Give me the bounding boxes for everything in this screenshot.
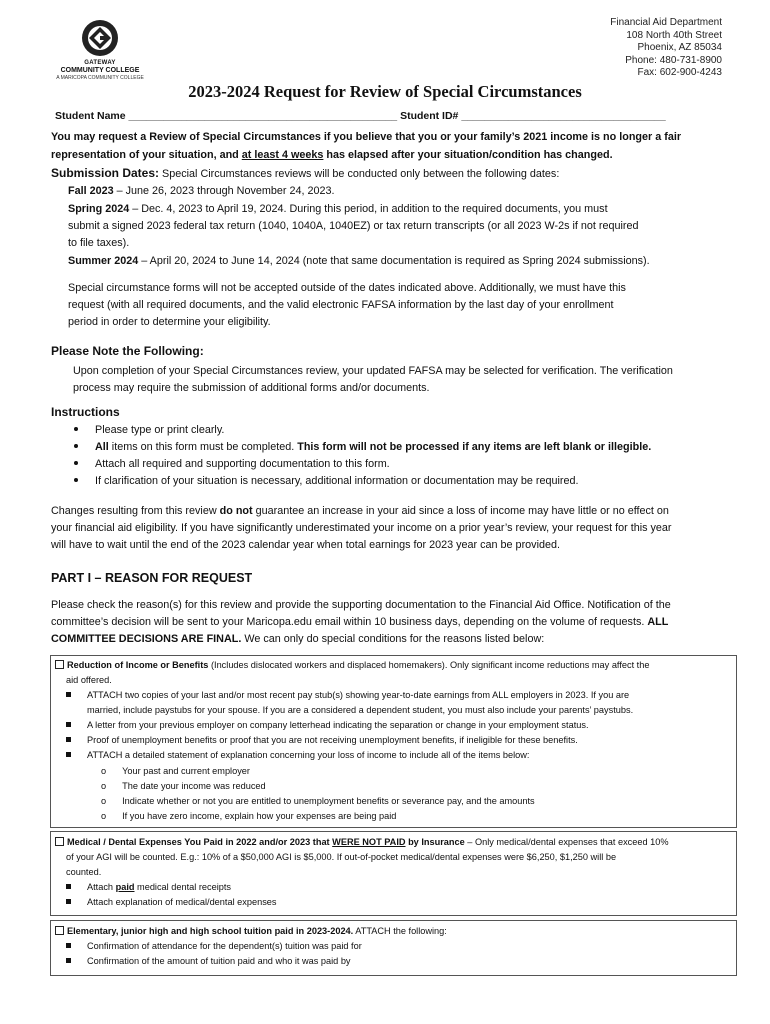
student-id-field[interactable]: ___________________________________ [461,110,666,122]
part1-line-2 [51,614,668,631]
instructions-heading: Instructions [51,405,120,419]
medical-b1a: Attach [87,882,116,892]
logo-line-2: COMMUNITY COLLEGE [60,67,140,74]
contact-street: 108 North 40th Street [626,29,722,41]
sub-bullet-icon: o [101,781,107,791]
please-note-line-1: Upon completion of your Special Circumstances review, your updated FAFSA may be selected for verification. The verification [73,365,673,377]
sub-bullet-icon: o [101,766,107,776]
part1-line-1: Please check the reason(s) for this review and provide the supporting documentation to the Financial Aid Office. Notification of the [51,599,671,611]
student-name-field[interactable]: ______________________________________________ [128,110,398,122]
tuition-bullet-2 [66,954,351,969]
changes-do-not: do not [219,505,253,517]
sub-bullet-icon: o [101,811,107,821]
part1-final: COMMITTEE DECISIONS ARE FINAL. [51,633,242,645]
contact-city: Phoenix, AZ 85034 [637,42,722,53]
summer-text: – April 20, 2024 to June 14, 2024 (note that same documentation is required as Spring 2024 submissions). [138,255,650,267]
intro-emphasis: at least 4 weeks [241,149,324,161]
contact-dept: Financial Aid Department [610,17,722,28]
reduction-b2: A letter from your previous employer on company letterhead indicating the separation or change in your employment status. [87,720,589,730]
medical-bullet-1 [66,880,231,895]
reduction-b1a: ATTACH two copies of your last and/or most recent pay stub(s) showing year-to-date earnings from ALL employers in 2023. If you are [87,690,630,700]
medical-line-3: counted. [66,867,102,877]
note-line-2: request (with all required documents, and the valid electronic FAFSA information by the last day of your enrollment [68,299,614,311]
bullet-icon [66,737,71,742]
medical-b2: Attach explanation of medical/dental expenses [87,897,277,907]
reduction-bullet-1 [66,688,629,703]
tuition-title-row [55,924,447,939]
reduction-bullet-2 [66,718,589,733]
reduction-bullet-4 [66,748,529,763]
summer-2024 [68,253,650,270]
reduction-line-2: aid offered. [66,675,112,685]
student-id-label: Student ID# [400,110,459,122]
bullet-icon [74,478,78,482]
reduction-sub-3 [101,794,535,809]
instruction-item-4 [74,473,579,490]
spring-label: Spring 2024 [68,203,130,215]
changes-text-c: guarantee an increase in your aid since a loss of income may have little or no effect on [252,505,669,517]
college-logo [50,18,150,81]
bullet-icon [74,461,78,465]
reduction-o3: Indicate whether or not you are entitled to unemployment benefits or severance pay, and the amounts [122,796,535,806]
please-note-line-2: process may require the submission of additional forms and/or documents. [73,382,430,394]
medical-paid: paid [115,882,135,892]
medical-bullet-2 [66,895,277,910]
fall-label: Fall 2023 [68,185,114,197]
instruction-text-2: items on this form must be completed. [108,441,298,453]
reduction-sub-4 [101,809,396,824]
spring-2024 [68,201,608,218]
instruction-warning: This form will not be processed if any items are left blank or illegible. [297,441,652,453]
bullet-icon [74,444,78,448]
reduction-sub-2 [101,779,266,794]
changes-line-3: will have to wait until the end of the 2023 calendar year when total earnings for 2023 year can be provided. [51,539,560,551]
changes-text-a: Changes resulting from this review [51,505,220,517]
medical-not-paid: WERE NOT PAID [332,837,406,847]
page-title: 2023-2024 Request for Review of Special Circumstances [188,82,582,101]
reduction-sub-1 [101,764,250,779]
instruction-text-3: Attach all required and supporting documentation to this form. [95,458,390,470]
fall-2023 [68,183,335,200]
intro-text-b: has elapsed after your situation/condition has changed. [323,149,613,161]
contact-fax: Fax: 602-900-4243 [637,67,722,78]
spring-text-1: – Dec. 4, 2023 to April 19, 2024. During this period, in addition to the required documents, you must [129,203,608,215]
medical-checkbox[interactable] [55,837,64,846]
bullet-icon [66,943,71,948]
reduction-title: Reduction of Income or Benefits [67,660,209,670]
please-note-heading: Please Note the Following: [51,344,204,358]
instruction-item-1 [74,422,224,439]
submission-text: Special Circumstances reviews will be conducted only between the following dates: [159,168,560,180]
medical-title-b: by Insurance [405,837,465,847]
student-name-label: Student Name [55,110,126,122]
tuition-bullet-1 [66,939,362,954]
submission-label: Submission Dates: [51,166,160,180]
tuition-b2: Confirmation of the amount of tuition paid and who it was paid by [87,956,351,966]
logo-line-3: A MARICOPA COMMUNITY COLLEGE [56,75,144,81]
reduction-section [50,655,737,828]
medical-rest: – Only medical/dental expenses that exceed 10% [464,837,669,847]
fall-text: – June 26, 2023 through November 24, 2023. [113,185,335,197]
reduction-b1b: married, include paystubs for your spouse. If you are a considered a dependent student, you must also include your parents’ paystubs. [87,705,634,715]
note-line-1: Special circumstance forms will not be accepted outside of the dates indicated above. Additionally, we must have this [68,282,626,294]
changes-line-1 [51,503,669,520]
reduction-b3: Proof of unemployment benefits or proof that you are not receiving unemployment benefits, if ineligible for these benefits. [87,735,578,745]
submission-dates [51,165,559,183]
reduction-checkbox[interactable] [55,660,64,669]
bullet-icon [66,752,71,757]
bullet-icon [66,692,71,697]
sub-bullet-icon: o [101,796,107,806]
changes-line-2: your financial aid eligibility. If you have significantly underestimated your income on a prior year’s review, your request for this year [51,522,672,534]
reduction-title-row [55,658,649,673]
contact-block [610,17,722,80]
reduction-bullet-3 [66,733,578,748]
part1-heading: PART I – REASON FOR REQUEST [51,571,253,585]
note-line-3: period in order to determine your eligibility. [68,316,271,328]
bullet-icon [66,958,71,963]
reduction-o1: Your past and current employer [122,766,250,776]
bullet-icon [66,722,71,727]
reduction-o2: The date your income was reduced [122,781,266,791]
intro-text-a: representation of your situation, and [51,149,242,161]
medical-b1b: medical dental receipts [134,882,232,892]
reduction-b4: ATTACH a detailed statement of explanation concerning your loss of income to include all of the items below: [87,750,530,760]
bullet-icon [66,884,71,889]
summer-label: Summer 2024 [68,255,139,267]
tuition-checkbox[interactable] [55,926,64,935]
medical-section [50,831,737,916]
medical-line-2: of your AGI will be counted. E.g.: 10% of a $50,000 AGI is $5,000. If out-of-pocket medical/dental expenses were $6,250, $1,250 will be [66,852,617,862]
part1-line-3 [51,631,544,648]
bullet-icon [66,899,71,904]
spring-text-3: to file taxes). [68,237,130,249]
medical-title: Medical / Dental Expenses You Paid in 2022 and/or 2023 that [67,837,333,847]
logo-line-1: GATEWAY [84,60,116,66]
bullet-icon [74,427,78,431]
part1-all: ALL [647,616,669,628]
tuition-title: Elementary, junior high and high school tuition paid in 2023-2024. [67,926,354,936]
intro-line-1: You may request a Review of Special Circumstances if you believe that you or your family’s 2021 income is no longer a fair [51,131,682,143]
tuition-b1: Confirmation of attendance for the dependent(s) tuition was paid for [87,941,362,951]
spring-text-2: submit a signed 2023 federal tax return (1040, 1040A, 1040EZ) or tax return transcripts (or all 2023 W-2s if not required [68,220,639,232]
medical-title-row [55,835,669,850]
instruction-item-2 [74,439,651,456]
tuition-section [50,920,737,976]
reduction-o4: If you have zero income, explain how your expenses are being paid [122,811,397,821]
instruction-all: All [95,441,109,453]
reduction-title-rest: (Includes dislocated workers and displaced homemakers). Only significant income reductions may affect the [208,660,650,670]
part1-text-b: We can only do special conditions for the reasons listed below: [241,633,545,645]
gateway-emblem-icon [80,18,120,58]
student-info-line [55,108,666,125]
part1-text-a: committee’s decision will be sent to your Maricopa.edu email within 10 business days, depending on the volume of requests. [51,616,648,628]
instruction-text-1: Please type or print clearly. [95,424,225,436]
contact-phone: Phone: 480-731-8900 [625,54,722,66]
intro-line-2 [51,147,613,164]
instruction-item-3 [74,456,390,473]
instruction-text-4: If clarification of your situation is necessary, additional information or documentation may be required. [95,475,579,487]
tuition-rest: ATTACH the following: [353,926,447,936]
